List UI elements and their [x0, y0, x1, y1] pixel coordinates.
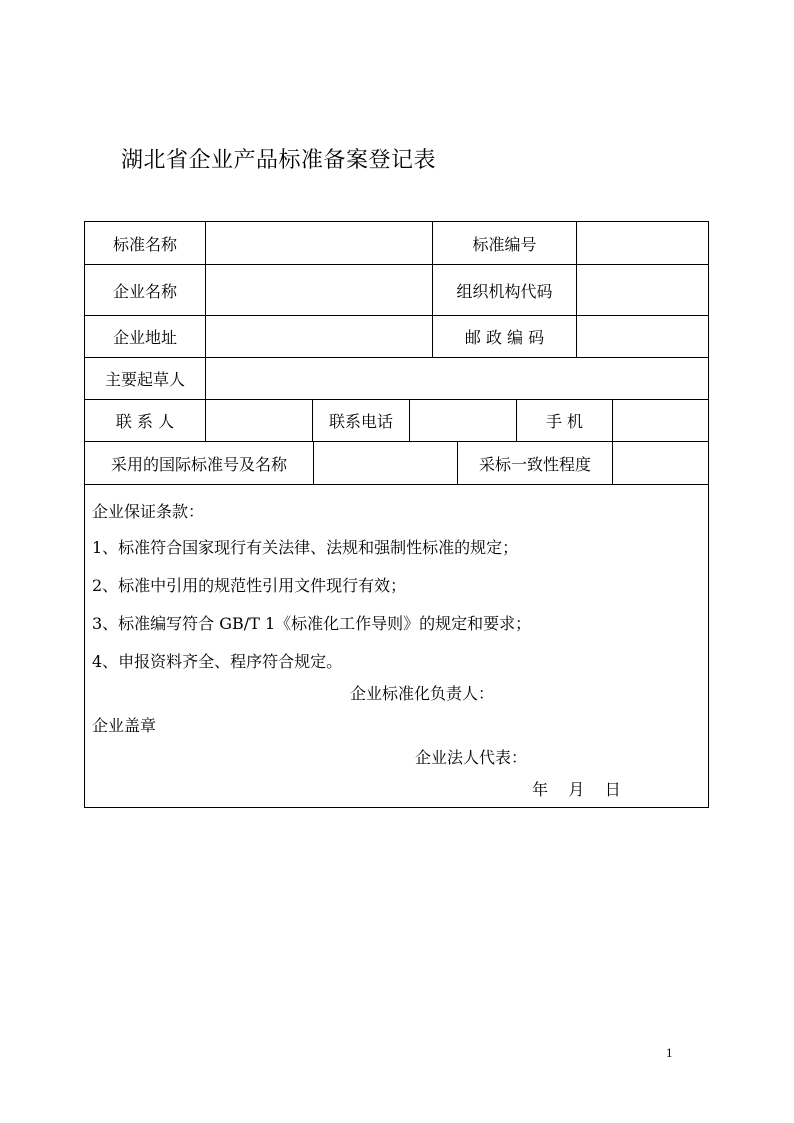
legal-rep-label: 企业法人代表：: [415, 748, 528, 767]
standard-name-field[interactable]: [206, 222, 432, 264]
standard-number-field[interactable]: [577, 222, 708, 264]
company-seal-label: 企业盖章: [92, 716, 157, 735]
guarantee-item: 4、申报资料齐全、程序符合规定。: [92, 652, 343, 671]
standard-number-label: 标准编号: [472, 234, 537, 254]
postal-code-field[interactable]: [577, 316, 708, 357]
guarantee-item: 2、标准中引用的规范性引用文件现行有效；: [92, 576, 407, 595]
intl-standard-field[interactable]: [314, 442, 457, 484]
guarantee-item: 3、标准编写符合 GB/T 1《标准化工作导则》的规定和要求；: [92, 614, 532, 633]
row-divider: [85, 484, 708, 485]
mobile-field[interactable]: [613, 400, 708, 441]
guarantee-item: 1、标准符合国家现行有关法律、法规和强制性标准的规定；: [92, 538, 519, 557]
registration-form: [84, 221, 709, 808]
org-code-field[interactable]: [577, 265, 708, 315]
contact-person-field[interactable]: [206, 400, 312, 441]
postal-code-label: 邮 政 编 码: [464, 328, 545, 347]
page-number: 1: [666, 1045, 673, 1060]
company-name-label: 企业名称: [112, 281, 177, 301]
org-code-label: 组织机构代码: [456, 281, 553, 301]
company-name-field[interactable]: [206, 265, 432, 315]
guarantee-heading: 企业保证条款：: [92, 502, 205, 521]
company-address-field[interactable]: [206, 316, 432, 357]
consistency-field[interactable]: [613, 442, 708, 484]
page-title: 湖北省企业产品标准备案登记表: [121, 148, 437, 173]
main-drafter-field[interactable]: [206, 358, 708, 399]
phone-field[interactable]: [410, 400, 516, 441]
phone-label: 联系电话: [328, 412, 393, 431]
intl-standard-label: 采用的国际标准号及名称: [110, 454, 287, 474]
consistency-label: 采标一致性程度: [478, 454, 591, 474]
standardization-officer-label: 企业标准化负责人：: [350, 684, 495, 703]
date-line: 年 月 日: [532, 780, 621, 799]
mobile-label: 手 机: [545, 412, 584, 431]
company-address-label: 企业地址: [112, 328, 177, 347]
standard-name-label: 标准名称: [112, 234, 177, 254]
main-drafter-label: 主要起草人: [104, 370, 185, 389]
contact-person-label: 联 系 人: [115, 412, 175, 431]
